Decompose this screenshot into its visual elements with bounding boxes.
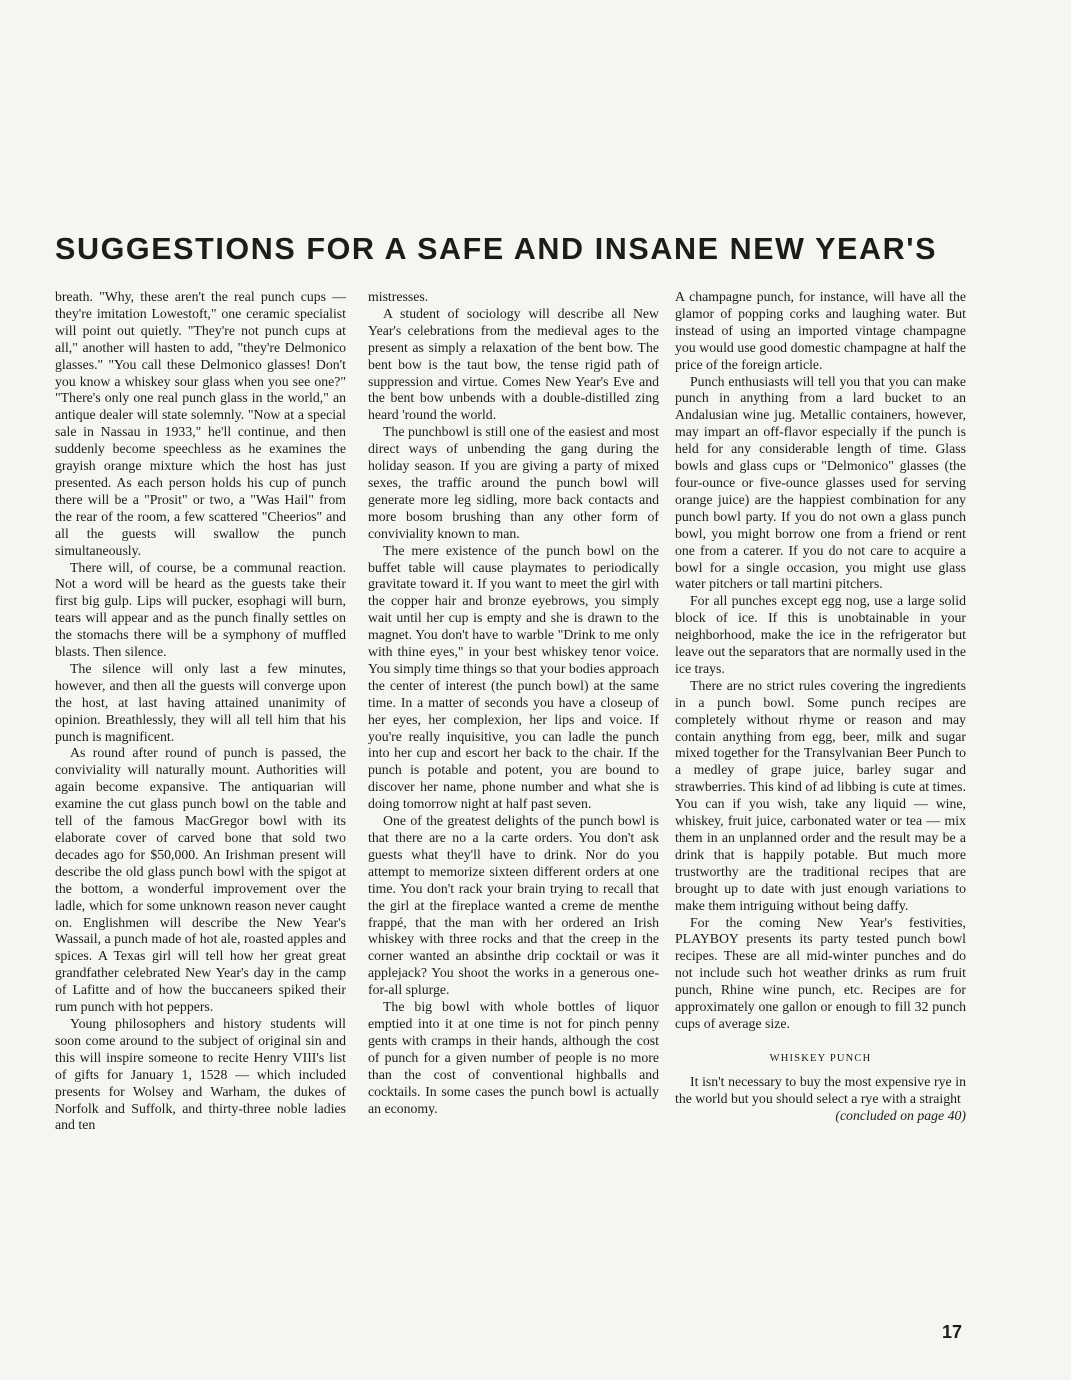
paragraph: breath. "Why, these aren't the real punch cups — they're imitation Lowestoft," one ceramic specialist will point out quietly. "They're not punch cups at all," another will hasten to add, "they're Delmonico glasses." "You call these Delmonico glasses! Don't you know a whiskey sour glass when you see one?" "There's only one real punch glass in the world," an antique dealer will state solemnly. "Now at a special sale in Nassau in 1933," he'll continue, and then suddenly become speechless as he examines the grayish orange mixture which the host has just presented. As each person holds his cup of punch there will be a "Prosit" or two, a "Was Hail" from the rear of the room, a few scattered "Cheerios" and all the guests will swallow the punch simultaneously. bbox=[55, 289, 346, 558]
page-number: 17 bbox=[942, 1322, 963, 1342]
paragraph: The big bowl with whole bottles of liquor emptied into it at one time is not for pinch penny gents with cramps in their hands, although the cost of punch for a given number of people is no more than the cost of conventional highballs and cocktails. In some cases the punch bowl is actually an economy. bbox=[368, 999, 659, 1116]
paragraph: The mere existence of the punch bowl on the buffet table will cause playmates to periodically gravitate toward it. If you want to meet the girl with the copper hair and bronze eyebrows, you simply wait until her cup is empty and she is drawn to the magnet. You don't have to warble "Drink to me only with thine eyes," in your best whiskey tenor voice. You simply time things so that your bodies approach the center of interest (the punch bowl) at the same time. In a matter of seconds you have a closeup of her eyes, her complexion, her lips and voice. If you're really inquisitive, you can ladle the punch into her cup and escort her back to the chair. If the punch is potable and potent, you are bound to discover her name, phone number and what she is doing tomorrow night at half past seven. bbox=[368, 542, 659, 812]
article-headline: SUGGESTIONS FOR A SAFE AND INSANE NEW YEAR'S bbox=[55, 232, 938, 266]
paragraph: For the coming New Year's festivities, PLAYBOY presents its party tested punch bowl recipes. These are all mid-winter punches and do not include such hot weather drinks as rum fruit punch, Rhine wine punch, etc. Recipes are for approximately one gallon or enough to fill 32 punch cups of average size. bbox=[675, 914, 966, 1031]
text-column-3 bbox=[675, 289, 966, 1125]
paragraph: Punch enthusiasts will tell you that you can make punch in anything from a lard bucket to an Andalusian wine jug. Metallic containers, however, may impart an off-flavor especially if the punch is held for any considerable length of time. Glass bowls and glass cups or "Delmonico" glasses (the four-ounce or five-ounce glasses used for serving orange juice) are the happiest combination for any punch bowl party. If you do not own a glass punch bowl, you might borrow one from a friend or rent one from a caterer. If you do not care to acquire a bowl for a single occasion, you might use glass water pitchers or tall martini pitchers. bbox=[675, 373, 966, 592]
paragraph: There will, of course, be a communal reaction. Not a word will be heard as the guests take their first big gulp. Lips will pucker, esophagi will burn, tears will appear and as the punch finally settles on the stomachs there will be a symphony of muffled blasts. Then silence. bbox=[55, 559, 346, 660]
continuation-note: (concluded on page 40) bbox=[835, 1107, 966, 1123]
paragraph: It isn't necessary to buy the most expensive rye in the world but you should select a rye with a straight bbox=[675, 1073, 966, 1106]
recipe-subhead: WHISKEY PUNCH bbox=[769, 1052, 872, 1064]
paragraph: mistresses. bbox=[368, 289, 429, 304]
paragraph: A champagne punch, for instance, will have all the glamor of popping corks and laughing water. But instead of using an imported vintage champagne you would use good domestic champagne at half the price of the foreign article. bbox=[675, 289, 966, 372]
paragraph: One of the greatest delights of the punch bowl is that there are no a la carte orders. You don't ask guests what they'll have to drink. Nor do you attempt to memorize sixteen different orders at one time. You don't rack your brain trying to recall that the girl at the fireplace wanted a creme de menthe frappé, that the man with her ordered an Irish whiskey with three rocks and that the creep in the corner wanted an absinthe drip cocktail or was it applejack? You shoot the works in a generous one-for-all splurge. bbox=[368, 813, 659, 998]
paragraph: The silence will only last a few minutes, however, and then all the guests will converge upon the host, at last having attained unanimity of opinion. Breathlessly, they will all tell him that his punch is magnificent. bbox=[55, 660, 346, 744]
paragraph: There are no strict rules covering the ingredients in a punch bowl. Some punch recipes are completely without rhyme or reason and may contain anything from egg, beer, milk and sugar mixed together for the Transylvanian Beer Punch to a medley of grape juice, barley sugar and strawberries. This kind of ad libbing is cute at times. You can if you wish, take any liquid — wine, whiskey, fruit juice, carbonated water or tea — mix them in an unplanned order and the result may be a drink that is happily potable. But much more trustworthy are the traditional recipes that are brought up to date with just enough variations to make them intriguing without being daffy. bbox=[675, 677, 966, 913]
paragraph: Young philosophers and history students will soon come around to the subject of original sin and this will inspire someone to recite Henry VIII's list of gifts for January 1, 1528 — which included presents for Wolsey and Warham, the dukes of Norfolk and Suffolk, and thirty-three noble ladies and ten bbox=[55, 1015, 346, 1133]
paragraph: For all punches except egg nog, use a large solid block of ice. If this is unobtainable in your neighborhood, make the ice in the refrigerator but leave out the separators that are normally used in the ice trays. bbox=[675, 593, 966, 676]
paragraph: The punchbowl is still one of the easiest and most direct ways of unbending the gang during the holiday season. If you are giving a party of mixed sexes, the traffic around the punch bowl will generate more leg sidling, more back contacts and more bosom brushing than any other form of conviviality known to man. bbox=[368, 424, 659, 541]
paragraph: As round after round of punch is passed, the conviviality will naturally mount. Authorities will again become expansive. The antiquarian will examine the cut glass punch bowl on the table and tell of the famous MacGregor bowl with its elaborate cover of carved bone that sold two decades ago for $50,000. An Irishman present will describe the old glass punch bowl with the spigot at the bottom, a wonderful improvement over the ladle, which for some unknown reason never caught on. Englishmen will describe the New Year's Wassail, a punch made of hot ale, roasted apples and spices. A Texas girl will tell how her great great grandfather celebrated New Year's day in the camp of Lafitte and of how the buccaneers spiked their rum punch with hot peppers. bbox=[55, 745, 346, 1015]
paragraph: A student of sociology will describe all New Year's celebrations from the medieval ages to the present as simply a relaxation of the bent bow. The bent bow is the taut bow, the tense rigid path of suppression and virtue. Comes New Year's Eve and the bent bow unbends with a double-distilled zing heard 'round the world. bbox=[368, 305, 659, 423]
text-column-2 bbox=[368, 289, 659, 1117]
text-column-1 bbox=[55, 289, 346, 1134]
